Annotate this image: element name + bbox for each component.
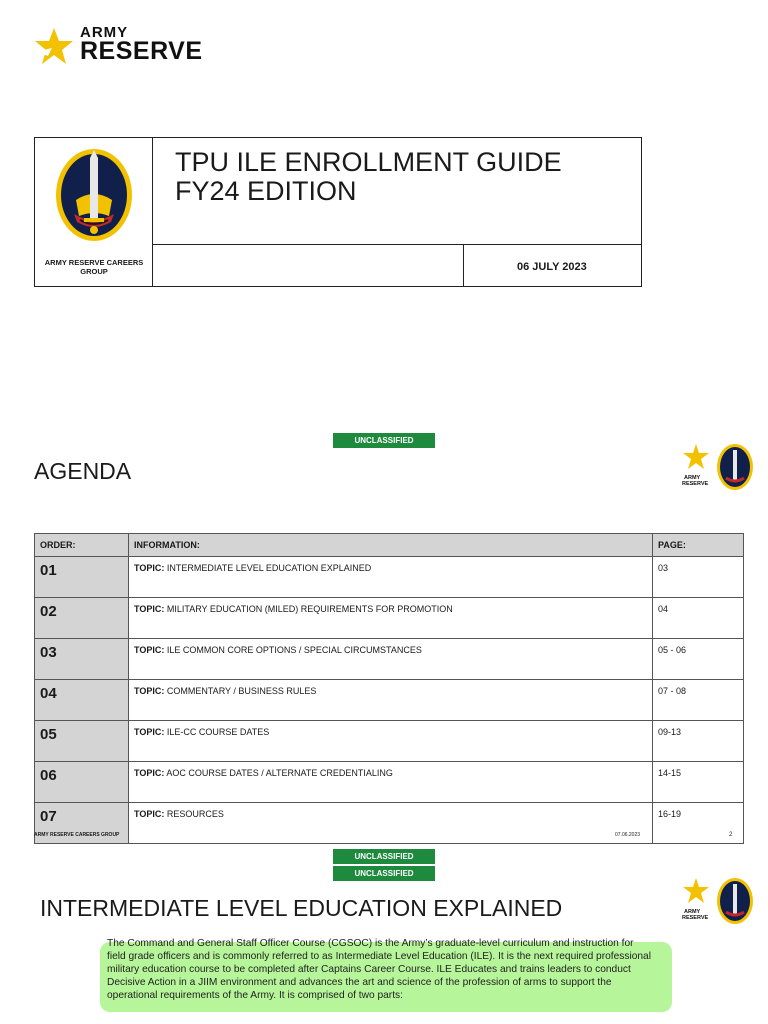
row-topic	[129, 803, 653, 844]
topic-text: ILE COMMON CORE OPTIONS / SPECIAL CIRCUMSTANCES	[166, 645, 422, 655]
svg-text:RESERVE: RESERVE	[682, 915, 709, 921]
row-topic	[129, 762, 653, 803]
careers-group-crest-icon	[54, 148, 134, 246]
row-order: 01	[35, 557, 129, 598]
classification-banner: UNCLASSIFIED	[333, 849, 435, 864]
svg-text:RESERVE: RESERVE	[682, 481, 709, 487]
cover-divider-horizontal	[153, 244, 641, 245]
row-page: 03	[653, 557, 744, 598]
footer-date: 07.06.2023	[615, 832, 641, 838]
cover-box	[34, 137, 642, 287]
table-row	[35, 557, 744, 598]
svg-text:ARMY: ARMY	[684, 475, 701, 481]
cover-crest-cell	[35, 138, 153, 286]
army-reserve-small-logo-icon	[682, 442, 754, 492]
topic-text: INTERMEDIATE LEVEL EDUCATION EXPLAINED	[166, 563, 372, 573]
topic-label: TOPIC:	[134, 563, 165, 573]
row-page: 05 - 06	[653, 639, 744, 680]
row-topic	[129, 721, 653, 762]
table-row	[35, 639, 744, 680]
ile-section-title: INTERMEDIATE LEVEL EDUCATION EXPLAINED	[40, 895, 563, 921]
footer-org: ARMY RESERVE CAREERS GROUP	[34, 832, 120, 838]
topic-text: MILITARY EDUCATION (MILED) REQUIREMENTS FOR PROMOTION	[166, 604, 453, 614]
table-header-row	[35, 534, 744, 557]
topic-label: TOPIC:	[134, 768, 165, 778]
classification-banner: UNCLASSIFIED	[333, 433, 435, 448]
row-order: 04	[35, 680, 129, 721]
agenda-title: AGENDA	[34, 458, 132, 484]
row-topic	[129, 598, 653, 639]
cover-divider-vertical	[463, 244, 464, 286]
row-order: 07	[35, 803, 129, 844]
row-topic	[129, 557, 653, 598]
row-page: 16-19	[653, 803, 744, 844]
row-page: 07 - 08	[653, 680, 744, 721]
table-row	[35, 721, 744, 762]
army-reserve-small-logo-icon	[682, 876, 754, 926]
row-order: 02	[35, 598, 129, 639]
topic-label: TOPIC:	[134, 604, 165, 614]
ile-body-paragraph: The Command and General Staff Officer Course (CGSOC) is the Army’s graduate-level curriculum and instruction for field grade officers and is commonly referred to as Intermediate Level Education (ILE). It is the next required professional military education course to be completed after Captains Career Course. ILE Educates and trains leaders to conduct Decisive Action in a JIIM environment and advances the art and science of the profession of arms to support the operational requirements of the Army. It is comprised of two parts:	[107, 938, 651, 1001]
topic-text: ILE-CC COURSE DATES	[166, 727, 270, 737]
topic-text: AOC COURSE DATES / ALTERNATE CREDENTIALING	[166, 768, 393, 778]
army-reserve-logo	[34, 24, 204, 72]
row-page: 04	[653, 598, 744, 639]
logo-army-text: ARMY	[80, 24, 129, 41]
topic-label: TOPIC:	[134, 645, 165, 655]
footer-page-number: 2	[729, 832, 733, 838]
row-topic	[129, 639, 653, 680]
header-page: PAGE:	[653, 534, 744, 557]
cover-org-label: ARMY RESERVE CAREERS GROUP	[44, 258, 144, 276]
row-topic	[129, 680, 653, 721]
agenda-table	[34, 533, 744, 844]
table-row	[35, 762, 744, 803]
row-order: 05	[35, 721, 129, 762]
row-order: 06	[35, 762, 129, 803]
star-icon	[34, 26, 74, 68]
cover-title: TPU ILE ENROLLMENT GUIDE FY24 EDITION	[175, 147, 562, 206]
topic-text: COMMENTARY / BUSINESS RULES	[166, 686, 317, 696]
header-information: INFORMATION:	[129, 534, 653, 557]
header-order: ORDER:	[35, 534, 129, 557]
row-page: 14-15	[653, 762, 744, 803]
topic-text: RESOURCES	[166, 809, 224, 819]
table-row	[35, 598, 744, 639]
row-page: 09-13	[653, 721, 744, 762]
topic-label: TOPIC:	[134, 727, 165, 737]
classification-banner: UNCLASSIFIED	[333, 866, 435, 881]
topic-label: TOPIC:	[134, 686, 165, 696]
svg-text:ARMY: ARMY	[684, 909, 701, 915]
logo-reserve-text: RESERVE	[80, 37, 203, 65]
cover-date: 06 JULY 2023	[517, 261, 587, 273]
topic-label: TOPIC:	[134, 809, 165, 819]
row-order: 03	[35, 639, 129, 680]
table-row	[35, 680, 744, 721]
